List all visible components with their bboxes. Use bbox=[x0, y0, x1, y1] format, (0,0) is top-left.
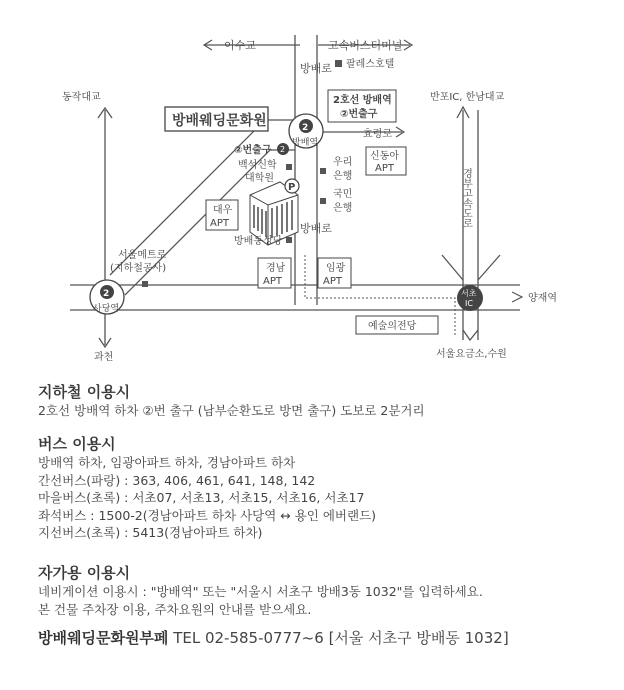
svg-text:방배역: 방배역 bbox=[292, 138, 319, 148]
car-line: 네비게이션 이용시 : "방배역" 또는 "서울시 서초구 방배3동 1032"를 입력하세요. bbox=[38, 584, 483, 599]
svg-text:2: 2 bbox=[103, 289, 110, 299]
gyeongbu-label: 경부고속도로 bbox=[460, 168, 472, 228]
banpo-label: 반포IC, 한남대교 bbox=[430, 92, 505, 103]
bus-line: 좌석버스 : 1500-2(경남아파트 하차 사당역 ↔ 용인 에버랜드) bbox=[38, 507, 377, 523]
marker-seongdang bbox=[286, 237, 292, 243]
svg-text:백석신학: 백석신학 bbox=[238, 160, 277, 171]
marker-kookmin bbox=[320, 198, 326, 204]
svg-text:(지하철공사): (지하철공사) bbox=[110, 263, 167, 274]
bangbae-ro-label: 방배로 bbox=[300, 62, 332, 75]
road-isugyo bbox=[204, 38, 300, 52]
svg-text:예술의전당: 예술의전당 bbox=[368, 321, 417, 332]
svg-text:사당역: 사당역 bbox=[93, 304, 120, 314]
bus-line: 방배역 하차, 임광아파트 하차, 경남아파트 하차 bbox=[38, 455, 296, 470]
woori-bank bbox=[333, 155, 352, 182]
road-hyoryeong bbox=[317, 127, 404, 140]
express-terminal-label: 고속버스터미널 bbox=[328, 39, 403, 52]
marker-metro bbox=[142, 281, 148, 287]
svg-text:대우: 대우 bbox=[213, 205, 233, 216]
svg-text:APT: APT bbox=[210, 218, 229, 229]
seminary bbox=[238, 158, 277, 184]
sindonga-apt bbox=[366, 147, 406, 175]
bus-line: 지선버스(초록) : 5413(경남아파트 하차) bbox=[38, 525, 263, 540]
svg-text:경남: 경남 bbox=[266, 263, 286, 274]
footer-name: 방배웨딩문화원부페 bbox=[38, 629, 169, 647]
car-section bbox=[38, 563, 614, 618]
bangbae-ro-label-2: 방배로 bbox=[300, 222, 332, 235]
palace-hotel bbox=[335, 57, 395, 70]
subway-title: 지하철 이용시 bbox=[38, 383, 131, 401]
exit-line2: ②번출구 bbox=[340, 109, 378, 120]
seocho-ic bbox=[457, 285, 483, 311]
bus-title: 버스 이용시 bbox=[38, 435, 116, 453]
sadang-station bbox=[90, 280, 124, 314]
hyoryeong-label: 효령로 bbox=[363, 129, 392, 140]
marker-seminary bbox=[286, 164, 292, 170]
isugyo-label: 이수교 bbox=[224, 39, 256, 52]
bangbae-station bbox=[289, 114, 323, 148]
svg-text:APT: APT bbox=[375, 163, 394, 174]
road-nambu bbox=[70, 285, 557, 310]
svg-text:2: 2 bbox=[302, 123, 309, 133]
road-dongjak bbox=[62, 90, 112, 305]
svg-text:APT: APT bbox=[323, 276, 342, 287]
svg-text:국민: 국민 bbox=[333, 189, 353, 200]
svg-text:우리: 우리 bbox=[333, 157, 353, 168]
marker-woori bbox=[320, 168, 326, 174]
imgwang-apt bbox=[318, 258, 351, 288]
svg-text:신동아: 신동아 bbox=[370, 151, 399, 162]
svg-text:IC: IC bbox=[465, 299, 473, 308]
venue-name: 방배웨딩문화원 bbox=[172, 113, 267, 129]
svg-text:②번출구: ②번출구 bbox=[234, 145, 272, 156]
svg-text:은행: 은행 bbox=[333, 203, 353, 214]
exit-line1: 2호선 방배역 bbox=[333, 95, 392, 106]
daewoo-apt bbox=[206, 200, 238, 230]
svg-text:은행: 은행 bbox=[333, 171, 353, 182]
road-gwacheon bbox=[94, 310, 113, 363]
svg-text:서초: 서초 bbox=[461, 289, 477, 298]
footer-contact bbox=[38, 627, 509, 648]
subway-line: 2호선 방배역 하차 ②번 출구 (남부순환도로 방면 출구) 도보로 2분거리 bbox=[38, 403, 425, 418]
svg-text:팔레스호텔: 팔레스호텔 bbox=[346, 59, 395, 70]
arts-center bbox=[356, 316, 438, 334]
svg-text:임광: 임광 bbox=[326, 263, 346, 274]
gyeongnam-apt bbox=[258, 258, 291, 288]
yangjae-label: 양재역 bbox=[528, 293, 557, 304]
bus-line: 마을버스(초록) : 서초07, 서초13, 서초15, 서초16, 서초17 bbox=[38, 490, 365, 505]
svg-text:서울메트로: 서울메트로 bbox=[118, 250, 167, 261]
subway-section bbox=[38, 382, 614, 420]
svg-text:대학원: 대학원 bbox=[245, 173, 274, 184]
seongdang-label: 방배동성당 bbox=[234, 236, 283, 247]
road-express-terminal bbox=[318, 38, 412, 52]
parking-icon: P bbox=[288, 182, 296, 193]
car-title: 자가용 이용시 bbox=[38, 564, 131, 582]
kookmin-bank bbox=[333, 187, 352, 214]
bus-section bbox=[38, 434, 614, 542]
gwacheon-label: 과천 bbox=[94, 352, 114, 363]
tollgate-label: 서울요금소,수원 bbox=[436, 349, 507, 360]
exit2-near bbox=[234, 143, 289, 156]
bus-line: 간선버스(파랑) : 363, 406, 461, 641, 148, 142 bbox=[38, 472, 316, 488]
svg-text:APT: APT bbox=[263, 276, 282, 287]
exit-box bbox=[328, 90, 396, 122]
venue-box bbox=[165, 107, 268, 131]
dongjak-label: 동작대교 bbox=[62, 92, 101, 103]
footer-contact-text: TEL 02-585-0777~6 [서울 서초구 방배동 1032] bbox=[173, 629, 509, 647]
car-line: 본 건물 주차장 이용, 주차요원의 안내를 받으세요. bbox=[38, 601, 312, 617]
svg-text:2: 2 bbox=[280, 145, 286, 154]
